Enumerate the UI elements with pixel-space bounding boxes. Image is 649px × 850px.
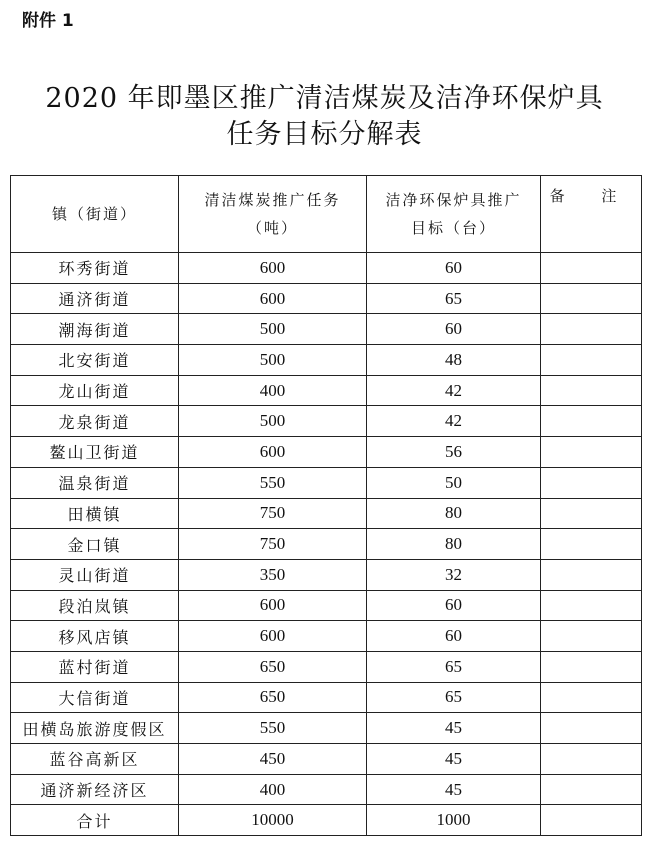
cell-stove: 42	[367, 375, 541, 406]
table-row	[11, 253, 642, 284]
cell-remark	[541, 559, 642, 590]
cell-town: 田横岛旅游度假区	[11, 713, 179, 744]
cell-town: 通济新经济区	[11, 774, 179, 805]
table-row	[11, 590, 642, 621]
cell-stove: 48	[367, 345, 541, 376]
cell-town: 龙泉街道	[11, 406, 179, 437]
cell-stove: 60	[367, 314, 541, 345]
cell-coal: 750	[179, 529, 367, 560]
cell-town: 金口镇	[11, 529, 179, 560]
table-row	[11, 621, 642, 652]
cell-coal: 10000	[179, 805, 367, 836]
cell-stove: 60	[367, 253, 541, 284]
cell-town: 大信街道	[11, 682, 179, 713]
cell-town: 蓝村街道	[11, 651, 179, 682]
cell-stove: 42	[367, 406, 541, 437]
task-table	[10, 175, 642, 836]
cell-remark	[541, 682, 642, 713]
cell-stove: 80	[367, 529, 541, 560]
cell-town: 龙山街道	[11, 375, 179, 406]
header-coal	[179, 176, 367, 253]
cell-coal: 600	[179, 590, 367, 621]
table-row	[11, 744, 642, 775]
cell-town: 温泉街道	[11, 467, 179, 498]
cell-town: 合计	[11, 805, 179, 836]
cell-coal: 500	[179, 406, 367, 437]
cell-stove: 32	[367, 559, 541, 590]
cell-stove: 50	[367, 467, 541, 498]
document-title-line2: 任务目标分解表	[226, 119, 423, 150]
cell-coal: 750	[179, 498, 367, 529]
cell-coal: 450	[179, 744, 367, 775]
table-header-row	[11, 176, 642, 253]
table-row	[11, 713, 642, 744]
cell-remark	[541, 651, 642, 682]
table-row	[11, 529, 642, 560]
cell-remark	[541, 774, 642, 805]
cell-remark	[541, 283, 642, 314]
attachment-label: 附件 1	[22, 11, 74, 31]
cell-remark	[541, 375, 642, 406]
cell-remark	[541, 805, 642, 836]
table-row	[11, 375, 642, 406]
cell-stove: 1000	[367, 805, 541, 836]
cell-coal: 500	[179, 314, 367, 345]
cell-stove: 65	[367, 651, 541, 682]
table-row	[11, 314, 642, 345]
cell-remark	[541, 498, 642, 529]
cell-stove: 60	[367, 621, 541, 652]
cell-remark	[541, 406, 642, 437]
cell-town: 蓝谷高新区	[11, 744, 179, 775]
table-row	[11, 283, 642, 314]
cell-stove: 80	[367, 498, 541, 529]
cell-coal: 400	[179, 375, 367, 406]
cell-remark	[541, 713, 642, 744]
header-remark-label: 备 注	[549, 187, 633, 205]
cell-remark	[541, 590, 642, 621]
cell-stove: 60	[367, 590, 541, 621]
cell-remark	[541, 529, 642, 560]
cell-remark	[541, 621, 642, 652]
cell-remark	[541, 345, 642, 376]
cell-coal: 350	[179, 559, 367, 590]
table-row	[11, 774, 642, 805]
table-row	[11, 406, 642, 437]
cell-coal: 550	[179, 713, 367, 744]
table-row	[11, 498, 642, 529]
cell-coal: 650	[179, 651, 367, 682]
cell-stove: 65	[367, 283, 541, 314]
header-coal-line2: （吨）	[246, 219, 298, 237]
table-row	[11, 345, 642, 376]
document-title-line1: 2020 年即墨区推广清洁煤炭及洁净环保炉具	[45, 83, 604, 114]
cell-coal: 650	[179, 682, 367, 713]
cell-stove: 65	[367, 682, 541, 713]
table-body	[11, 253, 642, 836]
cell-coal: 500	[179, 345, 367, 376]
cell-remark	[541, 437, 642, 468]
cell-town: 鳌山卫街道	[11, 437, 179, 468]
table-row	[11, 467, 642, 498]
cell-town: 潮海街道	[11, 314, 179, 345]
cell-remark	[541, 744, 642, 775]
cell-town: 灵山街道	[11, 559, 179, 590]
table-row	[11, 682, 642, 713]
header-town: 镇（街道）	[11, 176, 179, 253]
cell-coal: 400	[179, 774, 367, 805]
header-stove	[367, 176, 541, 253]
cell-town: 田横镇	[11, 498, 179, 529]
cell-stove: 45	[367, 774, 541, 805]
cell-remark	[541, 253, 642, 284]
cell-remark	[541, 467, 642, 498]
header-coal-line1: 清洁煤炭推广任务	[204, 191, 341, 209]
table-row	[11, 559, 642, 590]
cell-stove: 45	[367, 744, 541, 775]
cell-coal: 600	[179, 621, 367, 652]
cell-coal: 600	[179, 437, 367, 468]
cell-town: 北安街道	[11, 345, 179, 376]
table-row	[11, 437, 642, 468]
cell-coal: 600	[179, 253, 367, 284]
cell-remark	[541, 314, 642, 345]
cell-coal: 550	[179, 467, 367, 498]
table-total-row	[11, 805, 642, 836]
header-remark	[541, 176, 642, 253]
table-row	[11, 651, 642, 682]
cell-town: 通济街道	[11, 283, 179, 314]
header-stove-line2: 目标（台）	[410, 219, 496, 237]
cell-town: 移风店镇	[11, 621, 179, 652]
cell-stove: 45	[367, 713, 541, 744]
header-stove-line1: 洁净环保炉具推广	[385, 191, 522, 209]
cell-stove: 56	[367, 437, 541, 468]
cell-town: 段泊岚镇	[11, 590, 179, 621]
cell-coal: 600	[179, 283, 367, 314]
cell-town: 环秀街道	[11, 253, 179, 284]
